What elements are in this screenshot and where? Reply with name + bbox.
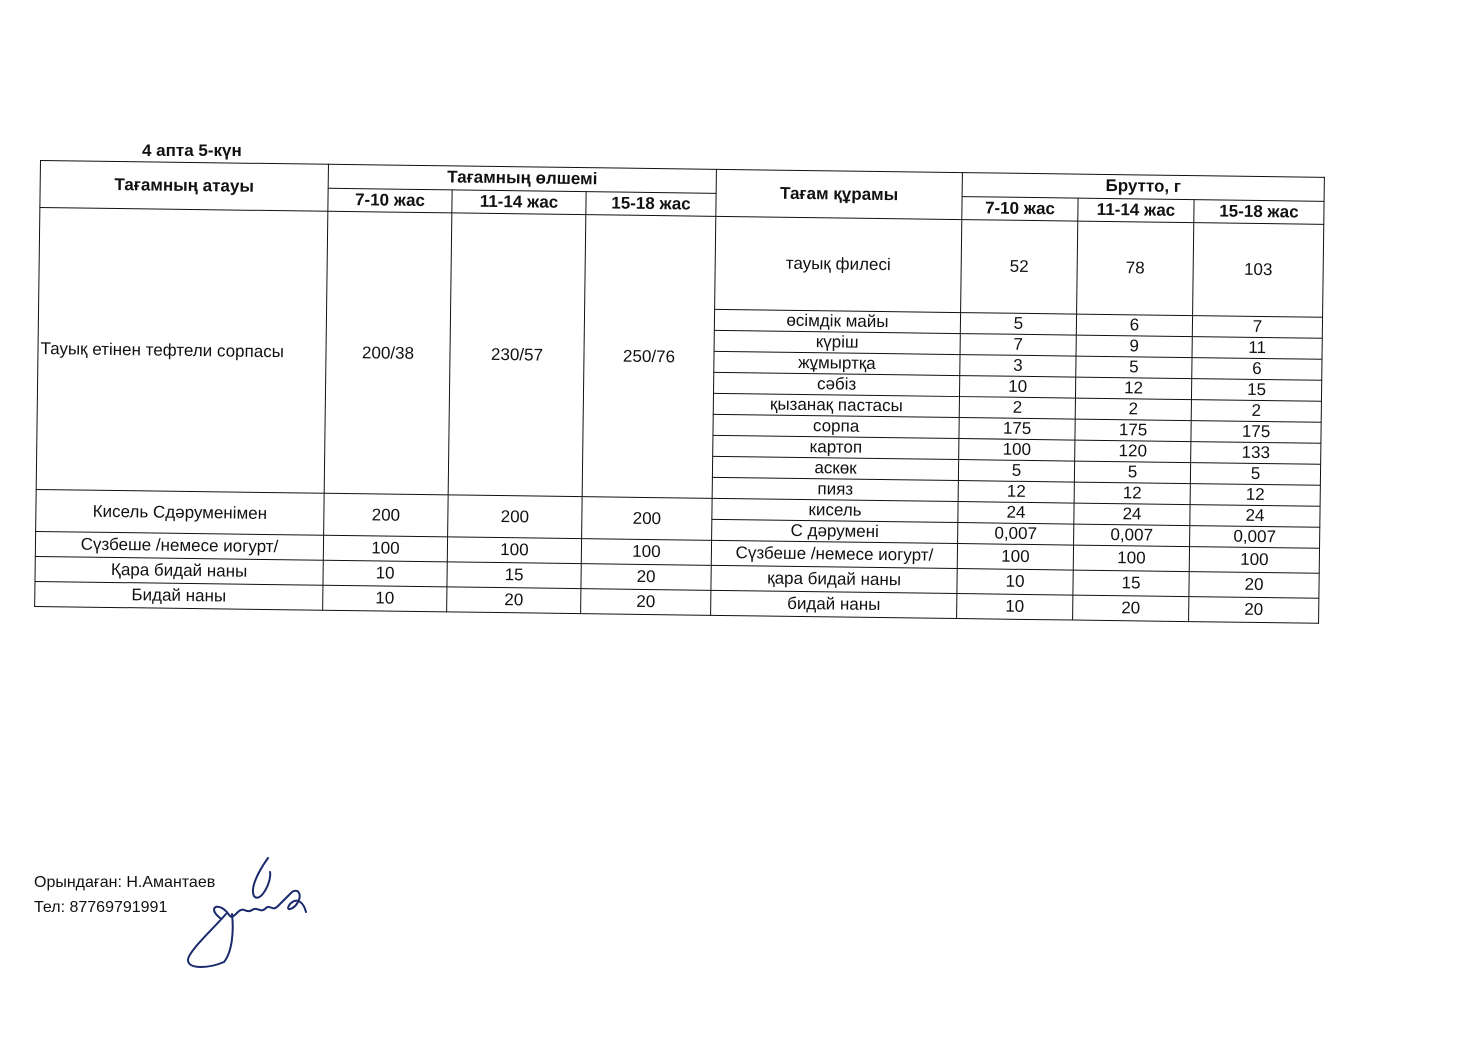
dish-portion-cell: 20: [581, 589, 711, 616]
ingredient-brutto-cell: 24: [958, 502, 1074, 525]
ingredient-name-cell: бидай наны: [711, 590, 957, 618]
ingredient-name-cell: сәбіз: [714, 372, 960, 396]
ingredient-brutto-cell: 24: [1074, 503, 1190, 526]
ingredient-brutto-cell: 5: [1190, 463, 1320, 486]
ingredient-brutto-cell: 12: [958, 481, 1074, 504]
ingredient-brutto-cell: 120: [1075, 440, 1191, 463]
header-portion-age: 15-18 жас: [586, 191, 716, 216]
signer-name: Орындаған: Н.Амантаев: [34, 874, 216, 891]
ingredient-brutto-cell: 0,007: [958, 523, 1074, 546]
ingredient-brutto-cell: 2: [959, 397, 1075, 420]
ingredient-name-cell: С дәрумені: [712, 519, 958, 543]
dish-name-cell: Кисель Сдәруменімен: [36, 489, 325, 535]
page-title: 4 апта 5-күн: [142, 141, 242, 160]
ingredient-name-cell: қызанақ пастасы: [713, 393, 959, 417]
header-brutto-age: 11-14 жас: [1078, 198, 1194, 223]
ingredient-brutto-cell: 11: [1192, 337, 1322, 360]
header-composition: Тағам құрамы: [716, 169, 963, 219]
ingredient-brutto-cell: 175: [959, 418, 1075, 441]
dish-portion-cell: 200: [582, 497, 713, 541]
ingredient-brutto-cell: 6: [1192, 358, 1322, 381]
header-portion-age: 11-14 жас: [452, 189, 586, 214]
dish-name-cell: Қара бидай наны: [35, 556, 323, 585]
ingredient-brutto-cell: 7: [1192, 316, 1322, 339]
dish-portion-cell: 100: [581, 539, 711, 566]
dish-portion-cell: 100: [323, 535, 447, 562]
ingredient-name-cell: пияз: [712, 477, 958, 501]
ingredient-brutto-cell: 3: [960, 355, 1076, 378]
ingredient-brutto-cell: 24: [1190, 505, 1320, 528]
ingredient-brutto-cell: 12: [1074, 482, 1190, 505]
dish-portion-cell: 20: [447, 587, 581, 614]
ingredient-brutto-cell: 78: [1077, 221, 1194, 316]
ingredient-brutto-cell: 15: [1191, 379, 1321, 402]
ingredient-name-cell: күріш: [714, 330, 960, 354]
ingredient-brutto-cell: 5: [1074, 461, 1190, 484]
ingredient-name-cell: тауық филесі: [715, 216, 962, 312]
ingredient-brutto-cell: 100: [1189, 547, 1319, 574]
ingredient-brutto-cell: 52: [961, 220, 1078, 315]
ingredient-brutto-cell: 103: [1193, 223, 1324, 318]
dish-portion-cell: 200/38: [324, 211, 452, 495]
dish-name-cell: Сүзбеше /немесе иогурт/: [35, 531, 323, 560]
ingredient-brutto-cell: 10: [960, 376, 1076, 399]
ingredient-brutto-cell: 100: [957, 544, 1073, 571]
ingredient-brutto-cell: 2: [1191, 400, 1321, 423]
dish-name-cell: Бидай наны: [35, 581, 323, 610]
ingredient-brutto-cell: 10: [957, 594, 1073, 621]
ingredient-name-cell: өсімдік майы: [714, 309, 960, 333]
ingredient-brutto-cell: 7: [960, 334, 1076, 357]
ingredient-name-cell: қара бидай наны: [711, 565, 957, 593]
ingredient-brutto-cell: 133: [1191, 442, 1321, 465]
ingredient-brutto-cell: 0,007: [1074, 524, 1190, 547]
ingredient-brutto-cell: 9: [1076, 335, 1192, 358]
header-dish-name: Тағамның атауы: [40, 161, 329, 212]
ingredient-name-cell: жұмыртқа: [714, 351, 960, 375]
ingredient-brutto-cell: 10: [957, 569, 1073, 596]
header-brutto-age: 7-10 жас: [962, 196, 1078, 221]
ingredient-brutto-cell: 175: [1191, 421, 1321, 444]
dish-name-cell: Тауық етінен тефтели сорпасы: [36, 208, 328, 494]
header-portion-age: 7-10 жас: [328, 188, 452, 213]
header-portion: Тағамның өлшемі: [328, 164, 716, 193]
ingredient-brutto-cell: 12: [1190, 484, 1320, 507]
dish-portion-cell: 200: [324, 493, 449, 537]
ingredient-brutto-cell: 6: [1076, 314, 1192, 337]
dish-portion-cell: 100: [447, 537, 581, 564]
dish-portion-cell: 230/57: [448, 213, 586, 497]
ingredient-brutto-cell: 100: [1073, 545, 1189, 572]
ingredient-brutto-cell: 20: [1073, 595, 1189, 622]
ingredient-name-cell: кисель: [712, 498, 958, 522]
menu-table: [34, 160, 1325, 624]
ingredient-brutto-cell: 15: [1073, 570, 1189, 597]
ingredient-name-cell: сорпа: [713, 414, 959, 438]
signature-image: [180, 852, 320, 977]
dish-portion-cell: 20: [581, 564, 711, 591]
ingredient-brutto-cell: 20: [1189, 572, 1319, 599]
dish-portion-cell: 10: [323, 585, 447, 612]
signer-phone: Тел: 87769791991: [34, 899, 168, 916]
ingredient-brutto-cell: 12: [1076, 377, 1192, 400]
ingredient-brutto-cell: 20: [1189, 597, 1319, 624]
ingredient-brutto-cell: 5: [960, 313, 1076, 336]
dish-portion-cell: 15: [447, 562, 581, 589]
dish-portion-cell: 10: [323, 560, 447, 587]
ingredient-name-cell: картоп: [713, 435, 959, 459]
ingredient-brutto-cell: 2: [1075, 398, 1191, 421]
ingredient-brutto-cell: 100: [959, 439, 1075, 462]
header-brutto: Брутто, г: [962, 173, 1324, 201]
ingredient-brutto-cell: 175: [1075, 419, 1191, 442]
ingredient-name-cell: Сүзбеше /немесе иогурт/: [711, 540, 957, 568]
menu-table-wrapper: [34, 160, 1330, 624]
ingredient-brutto-cell: 5: [958, 460, 1074, 483]
ingredient-name-cell: аскөк: [712, 456, 958, 480]
dish-portion-cell: 200: [448, 495, 583, 539]
dish-portion-cell: 250/76: [582, 215, 716, 499]
ingredient-brutto-cell: 5: [1076, 356, 1192, 379]
header-brutto-age: 15-18 жас: [1194, 199, 1324, 224]
ingredient-brutto-cell: 0,007: [1190, 526, 1320, 549]
